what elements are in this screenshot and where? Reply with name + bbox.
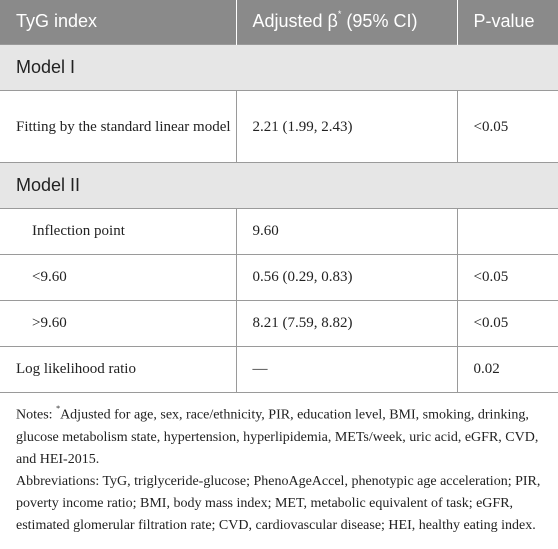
model-2-group-row [0,162,558,208]
row-p-value: <0.05 [457,300,558,346]
row-p-value: 0.02 [457,346,558,392]
table-row [0,300,558,346]
notes-star: * [56,404,61,413]
row-label: Fitting by the standard linear model [0,90,236,162]
row-beta: 8.21 (7.59, 8.82) [236,300,457,346]
row-p-value: <0.05 [457,90,558,162]
row-p-value: <0.05 [457,254,558,300]
table-row [0,254,558,300]
header-adjusted-beta [236,0,457,44]
header-beta-tail: (95% CI) [341,11,418,32]
header-tyg-index: TyG index [0,0,236,44]
table-header-row [0,0,558,44]
row-label: Log likelihood ratio [0,346,236,392]
row-label: Inflection point [0,208,236,254]
notes-adjusted-text: Adjusted for age, sex, race/ethnicity, PIR, education level, BMI, smoking, drinking, glucose metabolism state, hypertension, hyperlipidemia, METs/week, uric acid, eGFR, CVD, and HEI-2015. [16,407,539,467]
model-1-label: Model I [0,44,558,90]
model-1-group-row [0,44,558,90]
table-row [0,346,558,392]
notes-abbreviations: Abbreviations: TyG, triglyceride-glucose; PhenoAgeAccel, phenotypic age acceleration; PIR, poverty income ratio; BMI, body mass index; MET, metabolic equivalent of task; eGFR, estimated glomerular filtration rate; CVD, cardiovascular disease; HEI, healthy eating index. [16,473,541,533]
notes-adjusted [16,400,552,471]
row-p-value [457,208,558,254]
header-beta-main: Adjusted β [252,11,338,32]
table-row [0,208,558,254]
row-beta: 9.60 [236,208,457,254]
row-beta: 0.56 (0.29, 0.83) [236,254,457,300]
row-label: >9.60 [0,300,236,346]
row-beta: 2.21 (1.99, 2.43) [236,90,457,162]
row-beta: — [236,346,457,392]
row-label: <9.60 [0,254,236,300]
model-2-label: Model II [0,162,558,208]
table-row [0,90,558,162]
table-notes [16,400,552,537]
header-beta-sup: * [337,9,342,20]
notes-prefix: Notes: [16,407,57,423]
header-p-value: P-value [457,0,558,44]
